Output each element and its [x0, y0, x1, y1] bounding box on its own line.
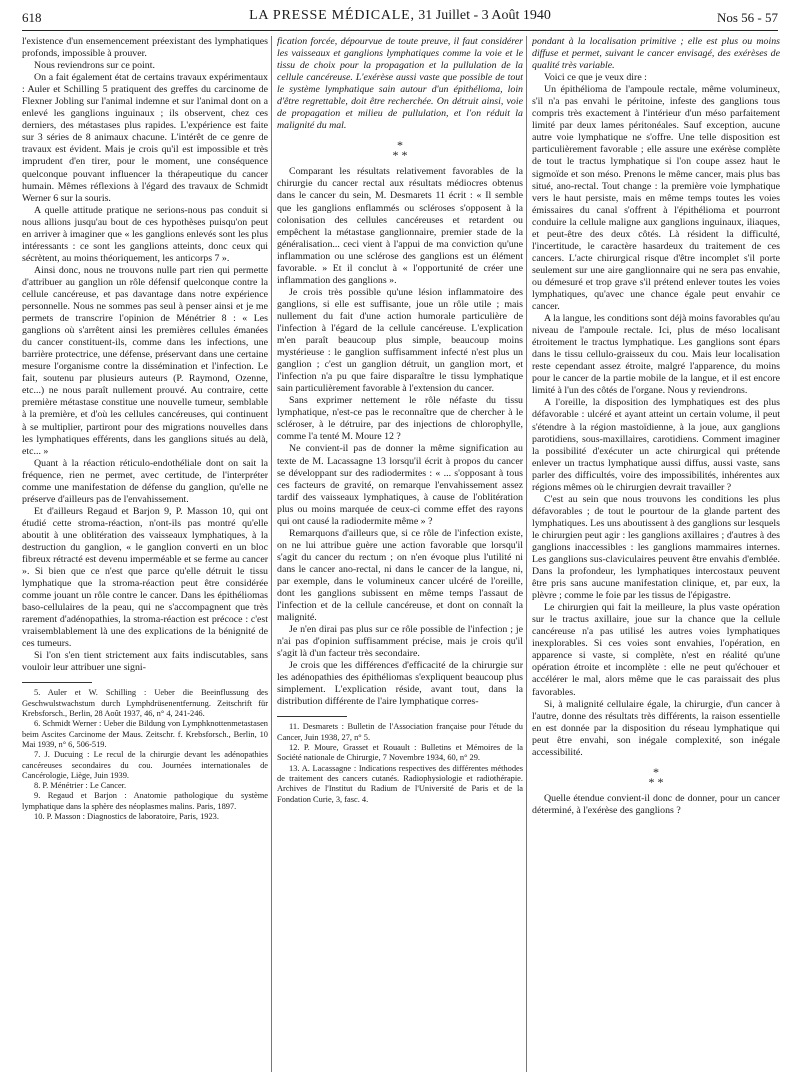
footnote: 8. P. Ménétrier : Le Cancer.: [34, 781, 127, 791]
footnote-rule: [22, 682, 92, 683]
text-column-2: [277, 36, 523, 1072]
paragraph: Quant à la réaction réticulo-endothéliale dont on sait la fréquence, rien ne permet, avec certitude, de l'interpréter comme une manifestation de défense du ganglion, qu'elle ne préserve d'ailleurs pas de l'envahissement.: [22, 457, 268, 505]
paragraph: fication forcée, dépourvue de toute preuve, il faut considérer les vaisseaux et ganglions lymphatiques comme la voie et le tissu de choix pour la propagation et la pullulation de la cellule cancéreuse. L'exérèse aussi vaste que possible de tout le système lymphatique sain autour d'un épithélioma, loin d'être regrettable, doit être recherchée. On détruit ainsi, voie de propagation et milieu de pullulation, et l'on réduit la malignité du mal.: [277, 36, 523, 132]
issue-number: Nos 56 - 57: [716, 10, 778, 25]
footnote: 12. P. Moure, Grasset et Rouault : Bulletins et Mémoires de la Société nationale de Chirurgie, 7 Novembre 1934, 60, n° 29.: [277, 743, 523, 763]
paragraph: Sans exprimer nettement le rôle néfaste du tissu lymphatique, n'est-ce pas le reconnaître que de chercher à le scléroser, à le détruire, par des injections de chlorophylle, comme l'a tenté M. Moure 12 ?: [277, 395, 523, 443]
paragraph: Un épithélioma de l'ampoule rectale, même volumineux, s'il n'a pas envahi le péritoine, infeste des ganglions tous compris très exactement à l'intérieur d'un méso parfaitement limité par deux lames péritonéales. Sauf exception, aucune autre voie lymphatique ne s'offre. Une telle disposition est particulièrement favorable ; elle assure une exérèse complète de tout le tractus lymphatique si l'on coupe assez haut le sigmoïde et son méso. Prenons le même cancer, mais plus bas situé, ano-rectal. Tout change : la première voie lymphatique vers le haut persiste, mais en même temps toutes les voies émissaires du canal s'offrent à l'épithélioma et pourront conduire la cellule maligne aux ganglions inguinaux, iliaques, et peut-être des deux côtés. Là résident la difficulté, l'incertitude, le caractère hasardeux du traitement de ces cancers. L'acte chirurgical risque d'être incomplet s'il porte seulement sur une aire ganglionnaire qui ne sera pas envahie, ou démesuré et trop grave s'il prétend enlever toutes les voies lymphatiques, qu'avec une chance égale peut envahir ce cancer.: [532, 84, 780, 313]
asterisk-top: *: [653, 764, 659, 779]
paragraph: A quelle attitude pratique ne serions-nous pas conduit si nous allions jusqu'au bout de ces hypothèses puisqu'on peut en arriver à imaginer que « les ganglions enlevés sont les plus intéressants : ce sont les ganglions atteints, donc ceux qui sécrètent, au moins théoriquement, les anticorps 7 ».: [22, 204, 268, 264]
asterisk-bottom: * *: [392, 148, 408, 163]
paragraph: C'est au sein que nous trouvons les conditions les plus défavorables ; de tout le pourtour de la glande partent des lymphatiques. Les uns aboutissent à des ganglions sur lesquels le chirurgien peut agir : les ganglions axillaires ; d'autres à des ganglions inaccessibles : les ganglions mammaires internes. Les ganglions sus-claviculaires peuvent être envahis d'emblée. Dans la profondeur, les lymphatiques intercostaux peuvent être pris sans aucune manifestation clinique, et, par eux, la plèvre ; comme le foie par les tissus de l'épigastre.: [532, 493, 780, 602]
footnote: 11. Desmarets : Bulletin de l'Association française pour l'étude du Cancer, Juin 1938, 27, n° 5.: [277, 722, 523, 742]
paragraph: Voici ce que je veux dire :: [544, 72, 647, 84]
paragraph: Nous reviendrons sur ce point.: [34, 60, 155, 72]
paragraph: A l'oreille, la disposition des lymphatiques est des plus défavorable : ulcéré et ayant atteint un certain volume, il peut s'étendre à la région mastoïdienne, à la joue, aux ganglions parotidiens, sous-maxillaires, carotidiens. Comment imaginer la possibilité d'exécuter un acte chirurgical qui prétende enlever un tractus lymphatique aussi diffus, aussi vaste, sans parler des difficultés, voire des impossibilités, inhérentes aux régions mêmes où le chirurgien devrait travailler ?: [532, 397, 780, 493]
paragraph: On a fait également état de certains travaux expérimentaux : Auler et Schilling 5 pratiquent des greffes du carcinome de Flexner Jobling sur l'animal indemne et sur l'animal dont on a enlevé les ganglions inguinaux ; ils observent, chez ces derniers, des métastases plus rapides. L'expérience est faite sur 3 séries de 8 animaux chacune. L'intérêt de ce genre de travaux est évident. Mais je crois qu'il est impossible et très imprudent d'en tirer, pour le moment, une conséquence quelconque pouvant influencer la thérapeutique du cancer humain. Mêmes réflexions à l'égard des travaux de Schmidt Werner 6 sur la souris.: [22, 72, 268, 204]
paragraph: Comparant les résultats relativement favorables de la chirurgie du cancer rectal aux résultats médiocres obtenus dans le cancer du sein, M. Desmarets 11 écrit : « Il semble que les ganglions enflammés ou scléroses s'opposent à la colonisation des cellules cancéreuses et retardent ou empêchent la métastase ganglionnaire, premier stade de la généralisation... ceci vient à l'appui de ma conviction qu'une inflammation ou une sclérose des ganglions est un élément favorable. » Et il conclut à « l'opportunité de créer une inflammation des ganglions ».: [277, 166, 523, 286]
asterisk-bottom: * *: [648, 774, 664, 789]
text-column-3: [532, 36, 780, 1072]
paragraph: pondant à la localisation primitive ; elle est plus ou moins diffuse et permet, suivant le cancer envisagé, des exérèses de qualité très variable.: [532, 36, 780, 72]
issue-date: 31 Juillet - 3 Août 1940: [418, 8, 551, 23]
asterisk-top: *: [397, 138, 403, 153]
column-rule: [271, 36, 272, 1072]
column-rule: [526, 36, 527, 1072]
text-column-1: [22, 36, 268, 1072]
running-header: [22, 4, 778, 31]
journal-name: LA PRESSE MÉDICALE,: [249, 8, 415, 23]
journal-title-line: [22, 8, 778, 24]
paragraph: Quelle étendue convient-il donc de donner, pour un cancer déterminé, à l'exérèse des ganglions ?: [532, 792, 780, 816]
footnote-rule: [277, 716, 347, 717]
footnote: 9. Regaud et Barjon : Anatomie pathologique du système lymphatique dans la sphère des néoplasmes malins. Paris, 1897.: [22, 791, 268, 811]
section-separator: [532, 764, 780, 789]
paragraph: Et d'ailleurs Regaud et Barjon 9, P. Masson 10, qui ont étudié cette stroma-réaction, n'ont-ils pas montré qu'elle aboutit à une oblitération des vaisseaux lymphatiques, à la destruction du ganglion, « le ganglion converti en un bloc fibreux rétracté est devenu imperméable et se ferme au cancer ». Si bien que ce n'est que parce qu'elle détruit le tissu lymphatique que la stroma-réaction peut être considérée comme jouant un rôle contre le cancer. Dans les épithéliomas baso-cellulaires de la peau, qui ne s'accompagnent que très rarement d'adénopathies, la stroma-réaction est précoce : c'est vraisemblablement là une des explications de la bénignité de ces tumeurs.: [22, 505, 268, 650]
paragraph: Ainsi donc, nous ne trouvons nulle part rien qui permette d'attribuer au ganglion un rôle défensif quelconque contre la cellule cancéreuse, et pas davantage dans notre expérience personnelle. Nous ne sommes pas seul à penser ainsi et je me permets de transcrire l'opinion de Ménétrier 8 : « Les ganglions où s'arrêtent ainsi les premières cellules émanées du cancer constituent-ils, comme dans les infections, une barrière protectrice, une défense, préservant dans une certaine mesure l'organisme contre la dissémination et l'infection. Le fait, soutenu par plusieurs auteurs (P. Raymond, Ozenne, etc...) ne nous paraît nullement prouvé. Au contraire, cette première métastase constitue une nouvelle tumeur, semblable à la première, et d'où les cellules cancéreuses, qui continuent à se multiplier, partiront pour des migrations nouvelles dans les lymphatiques efférents, dans les ganglions situés au delà, etc... »: [22, 264, 268, 457]
paragraph: Je crois que les différences d'efficacité de la chirurgie sur les adénopathies des épithéliomas s'expliquent beaucoup plus simplement. L'explication réside, avant tout, dans la distribution différente de l'aire lymphatique corres-: [277, 660, 523, 708]
footnote: 7. J. Ducuing : Le recul de la chirurgie devant les adénopathies cancéreuses secondaires du cou. Journées internationales de Cancérologie, Liège, Juin 1939.: [22, 750, 268, 780]
paragraph: Le chirurgien qui fait la meilleure, la plus vaste opération sur le tractus axillaire, joue sur la chance que la cellule cancéreuse n'a pas utilisé les autres voies lymphatiques inexplorables. Si ces voies sont envahies, l'opération, en apparence si vaste, si complète, n'est en réalité qu'une opération étroite et incomplète : elle ne peut qu'échouer et accélérer le mal, alors même que le cas paraissait des plus favorables.: [532, 602, 780, 698]
page-number: 618: [22, 10, 42, 25]
paragraph: Si l'on s'en tient strictement aux faits indiscutables, sans vouloir leur attribuer une signi-: [22, 650, 268, 674]
paragraph: Je n'en dirai pas plus sur ce rôle possible de l'infection ; je n'ai pas d'opinion suffisamment précise, mais je crois qu'il s'agit là d'un facteur très secondaire.: [277, 624, 523, 660]
footnote: 13. A. Lacassagne : Indications respectives des différentes méthodes de traitement des cancers cutanés. Radiophysiologie et radiothérapie. Archives de l'Institut du Radium de l'Université de Paris et de la Fondation Curie, 3, fasc. 4.: [277, 763, 523, 804]
section-separator: [277, 138, 523, 163]
paragraph: l'existence d'un ensemencement préexistant des lymphatiques profonds, impossible à prouver.: [22, 36, 268, 60]
footnote: 5. Auler et W. Schilling : Ueber die Beeinflussung des Geschwulstwachstum durch Lymphdrüsenentfernung. Zeitschrift für Krebsforsch., Berlin, 28 Août 1937, 46, n° 4, 241-246.: [22, 688, 268, 719]
paragraph: Ne convient-il pas de donner la même signification au texte de M. Lacassagne 13 lorsqu'il écrit à propos du cancer se développant sur des radiodermites : « ... s'opposant à tous ces facteurs de gravité, on remarque l'envahissement assez tardif des vaisseaux lymphatiques, à cause de l'oblitération plus ou moins marquée de ceux-ci comme effet des rayons qui ont causé la radiodermite même » ?: [277, 443, 523, 527]
paragraph: Je crois très possible qu'une lésion inflammatoire des ganglions, si elle est suffisante, joue un rôle utile ; mais nullement du fait d'une action humorale particulière de l'infection à l'égard de la cellule cancéreuse. L'explication m'en paraît beaucoup plus simple, beaucoup moins mystérieuse : le ganglion suffisamment infecté n'est plus un ganglion ; c'est un ganglion détruit, un ganglion mort, et l'infection n'a pu que faire disparaître le tissu lymphatique sain particulièrement favorable à l'extension du cancer.: [277, 286, 523, 395]
footnote: 10. P. Masson : Diagnostics de laboratoire, Paris, 1923.: [34, 812, 219, 822]
paragraph: Si, à malignité cellulaire égale, la chirurgie, d'un cancer à l'autre, donne des résultats très différents, la raison essentielle en est donnée par la disposition du réseau lymphatique qui peut être envahi, son inégale complexité, son inégale accessibilité.: [532, 698, 780, 758]
footnote: 6. Schmidt Werner : Ueber die Bildung von Lymphknottenmetastasen beim Ascites Carcinome der Maus. Zeitschr. f. Krebsforsch., Berlin, 10 Mai 1939, n° 6, 506-519.: [22, 719, 268, 749]
paragraph: Remarquons d'ailleurs que, si ce rôle de l'infection existe, on ne lui attribue guère une action favorable que lorsqu'il s'agit du cancer du rectum ; on n'en évoque plus l'utilité ni dans le cancer ano-rectal, ni dans le cancer de la langue, ni, par exemple, dans le volumineux cancer ulcéré de l'oreille, dont les ganglions subissent en même temps l'assaut de l'infection et de la cellule cancéreuse, et dont on connaît la malignité.: [277, 527, 523, 624]
paragraph: A la langue, les conditions sont déjà moins favorables qu'au niveau de l'ampoule rectale. Ici, plus de méso localisant étroitement le tractus lymphatique. Les ganglions sont épars dans le tissu cellulo-graisseux du cou. Mais leur localisation reste cependant assez étroite, malgré l'apparence, du moins pour le cancer de la partie mobile de la langue, et il est encore limité à l'un des côtés de l'organe. Nous y reviendrons.: [532, 313, 780, 397]
